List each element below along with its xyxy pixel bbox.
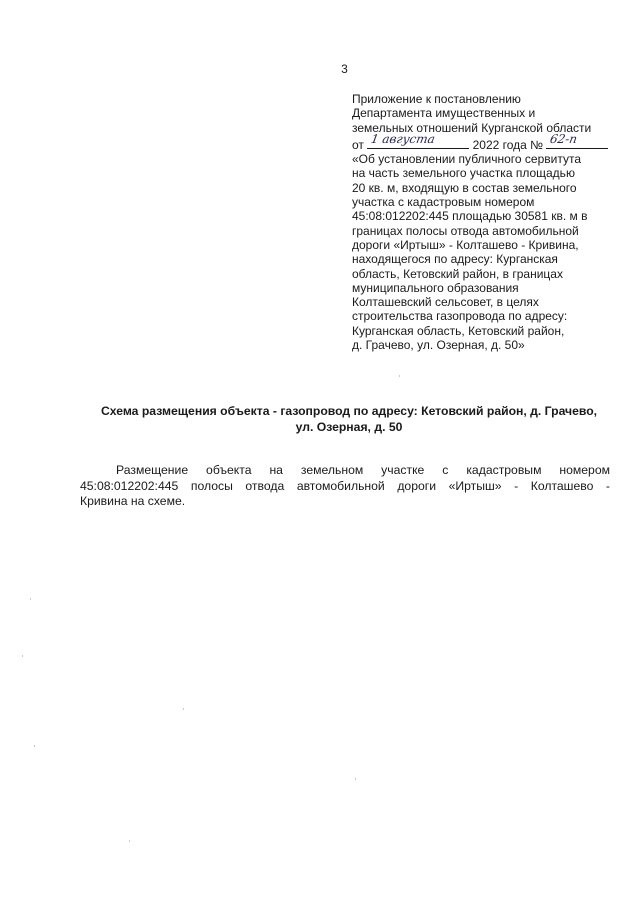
- appendix-subject-line: границах полосы отвода автомобильной: [352, 223, 579, 238]
- body-line: Кривина на схеме.: [80, 494, 186, 508]
- title-line: Схема размещения объекта - газопровод по адресу: Кетовский район, д. Грачево,: [100, 404, 598, 418]
- appendix-subject-line: строительства газопровода по адресу:: [352, 309, 568, 324]
- appendix-line: земельных отношений Курганской области: [352, 120, 592, 135]
- scan-speck: [399, 375, 400, 377]
- appendix-subject-line: муниципального образования: [352, 280, 519, 295]
- appendix-subject-line: находящегося по адресу: Курганская: [352, 252, 558, 267]
- appendix-subject-line: Колташевский сельсовет, в целях: [352, 295, 539, 310]
- handwritten-date: 1 августа: [370, 131, 437, 146]
- scan-speck: [355, 778, 356, 780]
- appendix-line: Департамента имущественных и: [352, 106, 536, 121]
- scan-speck: [183, 708, 184, 710]
- handwritten-date-field: [367, 131, 469, 149]
- appendix-subject-line: дороги «Иртыш» - Колташево - Кривина,: [352, 237, 579, 252]
- date-prefix: от: [352, 137, 364, 152]
- title-line: ул. Озерная, д. 50: [295, 420, 403, 434]
- page-number: 3: [341, 62, 348, 76]
- scan-speck: [30, 598, 31, 600]
- appendix-subject-line: 20 кв. м, входящую в состав земельного: [352, 180, 577, 195]
- appendix-date-line: [352, 131, 622, 152]
- appendix-subject-line: на часть земельного участка площадью: [352, 166, 575, 181]
- body-line: 45:08:012202:445 полосы отвода автомобильной дороги «Иртыш» - Колташево -: [80, 478, 610, 493]
- scan-speck: [34, 745, 35, 747]
- appendix-subject-line: «Об установлении публичного сервитута: [352, 152, 581, 167]
- scan-speck: [22, 655, 23, 657]
- handwritten-number-field: [546, 131, 608, 149]
- appendix-block: [352, 92, 622, 352]
- appendix-line: Приложение к постановлению: [352, 92, 521, 106]
- handwritten-number: 62-п: [549, 131, 579, 146]
- appendix-subject-line: Курганская область, Кетовский район,: [352, 323, 565, 338]
- body-line: Размещение объекта на земельном участке с кадастровым номером: [116, 463, 610, 477]
- appendix-subject-line: д. Грачево, ул. Озерная, д. 50»: [352, 338, 525, 353]
- scan-speck: [129, 840, 130, 842]
- appendix-subject-line: 45:08:012202:445 площадью 30581 кв. м в: [352, 209, 588, 224]
- body-paragraph: [80, 463, 610, 510]
- appendix-subject-line: область, Кетовский район, в границах: [352, 266, 563, 281]
- year-text: 2022 года №: [472, 137, 544, 152]
- appendix-subject-line: участка с кадастровым номером: [352, 195, 535, 210]
- document-title: [60, 403, 638, 435]
